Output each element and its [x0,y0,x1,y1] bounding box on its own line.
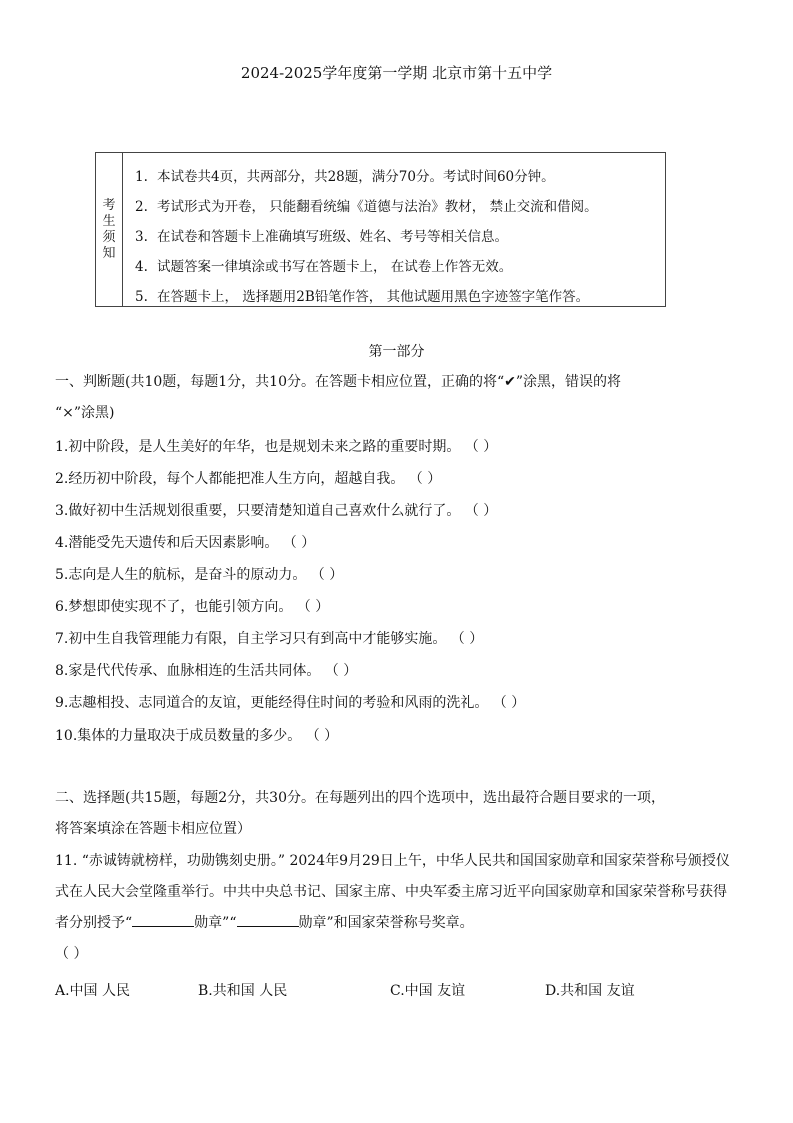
question-item: 7.初中生自我管理能力有限，自主学习只有到高中才能够实施。 （ ） [55,631,484,647]
notice-item [135,223,665,253]
notice-item [135,163,665,193]
question-item: 8.家是代代传承、血脉相连的生活共同体。 （ ） [55,663,358,679]
notice-item-number: 4. [135,259,148,275]
section-2-heading [55,783,735,845]
notice-item [135,253,665,283]
option-b: B.共和国 人民 [198,983,288,999]
question-item: 4.潜能受先天遗传和后天因素影响。 （ ） [55,535,316,551]
notice-item-text: 本试卷共4页，共两部分，共28题，满分70分。考试时间60分钟。 [157,169,555,185]
option-c: C.中国 友谊 [390,983,466,999]
option-a: A.中国 人民 [55,983,131,999]
answer-blank [132,914,194,927]
notice-label-char: 须 [102,229,116,245]
section-2-heading-line: 将答案填涂在答题卡相应位置） [55,821,251,837]
question-item: 3.做好初中生活规划很重要，只要清楚知道自己喜欢什么就行了。 （ ） [55,503,498,519]
page-title: 2024-2025学年度第一学期 北京市第十五中学 [240,64,553,82]
exam-notice-box [95,152,666,307]
section-1-heading [55,367,735,429]
notice-list [123,153,665,306]
section-1-heading-line: 一、判断题(共10题，每题1分，共10分。在答题卡相应位置，正确的将“✔”涂黑，错误的将 [55,374,622,390]
question-item: 9.志趣相投、志同道合的友谊，更能经得住时间的考验和风雨的洗礼。 （ ） [55,695,526,711]
notice-item-text: 试题答案一律填涂或书写在答题卡上， 在试卷上作答无效。 [157,259,513,275]
part-title: 第一部分 [368,344,425,360]
question-item: 1.初中阶段，是人生美好的年华，也是规划未来之路的重要时期。 （ ） [55,439,498,455]
question-11-text: 11. “赤诚铸就榜样，功勋镌刻史册。” 2024年9月29日上午，中华人民共和国国家勋章和国家荣誉称号颁授仪式在人民大会堂隆重举行。中共中央总书记、国家主席、中央军委主席习近平向国家勋章和国家荣誉称号获得者分别授予“ [55,853,730,931]
notice-item-text: 考试形式为开卷， 只能翻看统编《道德与法治》教材， 禁止交流和借阅。 [157,199,598,215]
notice-item-number: 2. [135,199,148,215]
notice-label-char: 知 [102,245,116,261]
notice-item [135,193,665,223]
notice-label-char: 考 [102,197,116,213]
question-item: 2.经历初中阶段，每个人都能把准人生方向，超越自我。 （ ） [55,471,442,487]
section-2-heading-line: 二、选择题(共15题，每题2分，共30分。在每题列出的四个选项中，选出最符合题目要求的一项， [55,790,665,806]
question-item: 10.集体的力量取决于成员数量的多少。 （ ） [55,728,339,744]
question-11 [55,846,735,970]
notice-item-number: 1. [135,169,148,185]
question-item: 6.梦想即使实现不了，也能引领方向。 （ ） [55,599,330,615]
notice-label [96,153,123,306]
notice-item-number: 3. [135,229,148,245]
section-1-heading-line: “×”涂黑) [55,405,115,421]
notice-item-text: 在答题卡上， 选择题用2B铅笔作答， 其他试题用黑色字迹签字笔作答。 [157,289,590,305]
question-11-text: 勋章”“ [194,915,237,931]
notice-label-char: 生 [102,213,116,229]
notice-item [135,283,665,313]
answer-paren: （ ） [55,946,88,962]
question-11-text: 勋章”和国家荣誉称号奖章。 [298,915,474,931]
notice-item-number: 5. [135,289,148,305]
notice-item-text: 在试卷和答题卡上准确填写班级、姓名、考号等相关信息。 [157,229,508,245]
option-d: D.共和国 友谊 [545,983,635,999]
question-item: 5.志向是人生的航标，是奋斗的原动力。 （ ） [55,567,344,583]
answer-blank [237,914,299,927]
